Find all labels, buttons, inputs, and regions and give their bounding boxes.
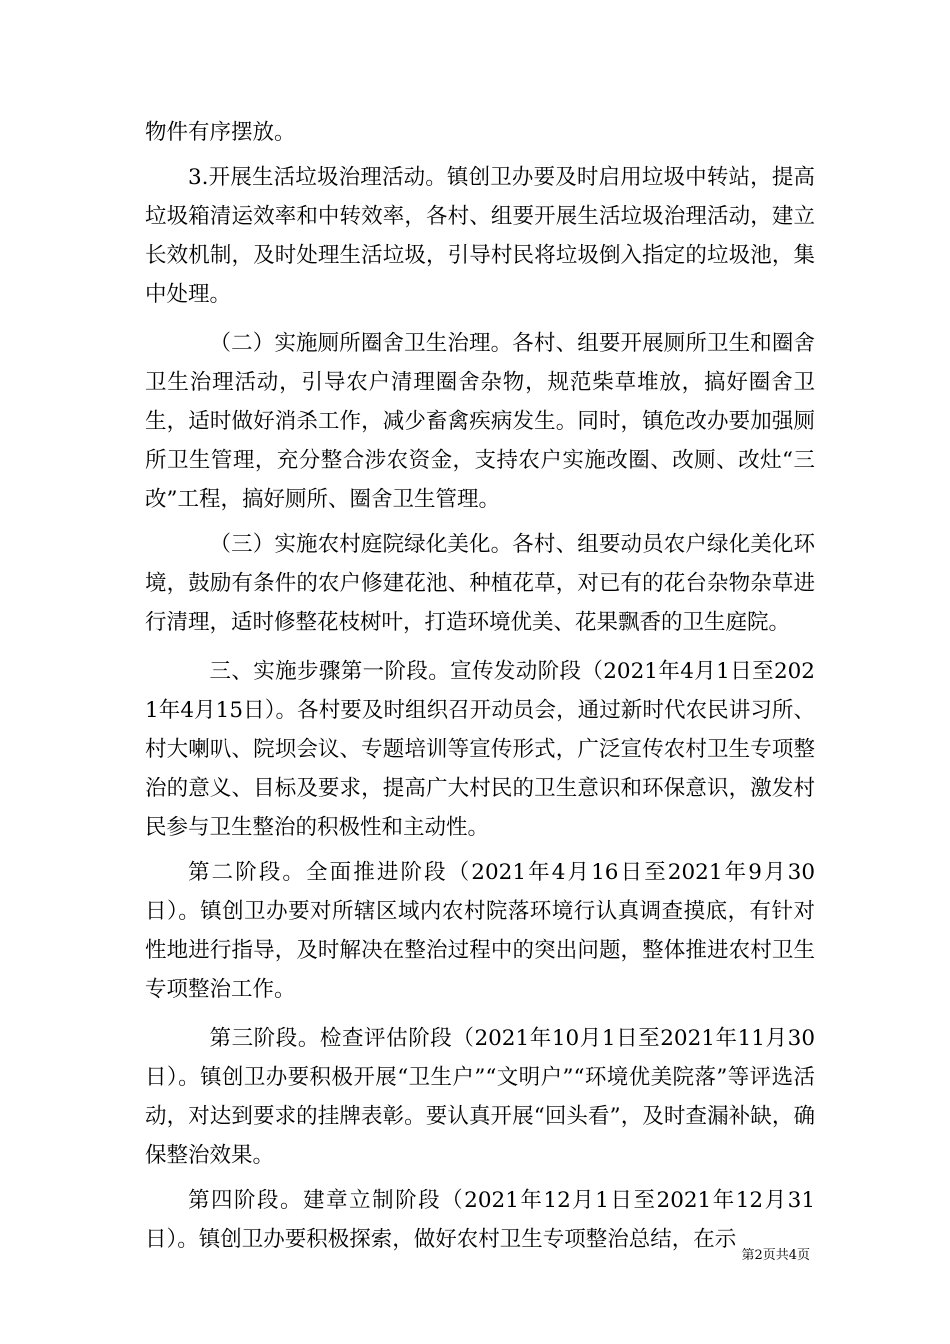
- paragraph-stage-three: 第三阶段。检查评估阶段（2021年10月1日至2021年11月30日）。镇创卫办要积极开展“卫生户”“文明户”“环境优美院落”等评选活动，对达到要求的挂牌表彰。要认真开展“回头看”，及时查漏补缺，确保整治效果。: [145, 1026, 815, 1168]
- paragraph-garbage-treatment: 3.开展生活垃圾治理活动。镇创卫办要及时启用垃圾中转站，提高垃圾箱清运效率和中转效率，各村、组要开展生活垃圾治理活动，建立长效机制，及时处理生活垃圾，引导村民将垃圾倒入指定的垃圾池，集中处理。: [145, 165, 815, 307]
- paragraph-stage-four: 第四阶段。建章立制阶段（2021年12月1日至2021年12月31日）。镇创卫办要积极探索，做好农村卫生专项整治总结，在示: [145, 1188, 815, 1252]
- paragraph-stage-two: 第二阶段。全面推进阶段（2021年4月16日至2021年9月30日）。镇创卫办要对所辖区域内农村院落环境行认真调查摸底，有针对性地进行指导，及时解决在整治过程中的突出问题，整体推进农村卫生专项整治工作。: [145, 860, 815, 1002]
- paragraph-toilet-pen-sanitation: （二）实施厕所圈舍卫生治理。各村、组要开展厕所卫生和圈舍卫生治理活动，引导农户清理圈舍杂物，规范柴草堆放，搞好圈舍卫生，适时做好消杀工作，减少畜禽疾病发生。同时，镇危改办要加强厕所卫生管理，充分整合涉农资金，支持农户实施改圈、改厕、改灶“三改”工程，搞好厕所、圈舍卫生管理。: [145, 331, 815, 512]
- paragraph-implementation-stage-one: 三、实施步骤第一阶段。宣传发动阶段（2021年4月1日至2021年4月15日）。各村要及时组织召开动员会，通过新时代农民讲习所、村大喇叭、院坝会议、专题培训等宣传形式，广泛宣传农村卫生专项整治的意义、目标及要求，提高广大村民的卫生意识和环保意识，激发村民参与卫生整治的积极性和主动性。: [145, 659, 815, 840]
- document-body: [145, 113, 815, 1259]
- paragraph-continuation: 物件有序摆放。: [145, 120, 296, 145]
- page-number-footer: 第2页共4页: [741, 1248, 810, 1263]
- paragraph-courtyard-greening: （三）实施农村庭院绿化美化。各村、组要动员农户绿化美化环境，鼓励有条件的农户修建花池、种植花草，对已有的花台杂物杂草进行清理，适时修整花枝树叶，打造环境优美、花果飘香的卫生庭院。: [145, 532, 815, 635]
